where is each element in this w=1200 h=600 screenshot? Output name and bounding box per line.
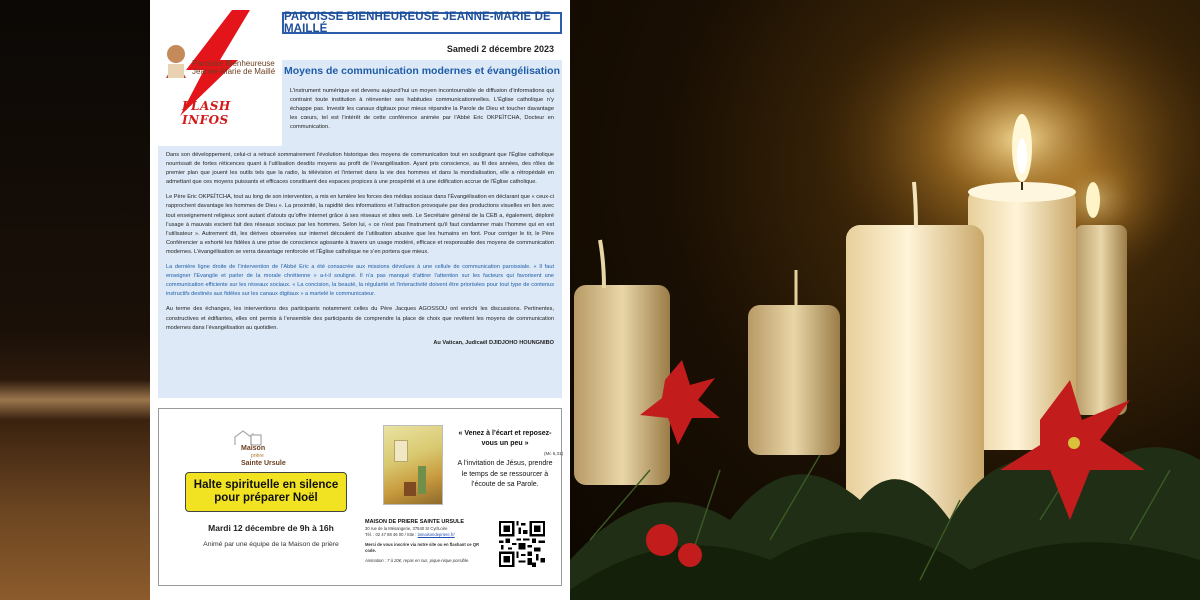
event-quote: « Venez à l’écart et reposez-vous un peu » bbox=[458, 430, 552, 447]
table-glow bbox=[0, 380, 150, 420]
article-intro: L’instrument numérique est devenu aujourd’hui un moyen incontournable de diffusion d’informations qui contraint toute institution à réinventer ses habitudes communicationnelles. L’Église catholique n’y échappe pas. Investir les canaux digitaux pour mieux répandre la Parole de Dieu et toucher davantage les cœurs, tel est l’intérêt de cette conférence animée par l’Abbé Eric OKPEÏTCHA, Docteur en communication. bbox=[282, 82, 562, 146]
article-paragraph: Au terme des échanges, les interventions des participants notamment celles du Père Jacques AGOSSOU ont enrichi les discussions. Pertinentes, constructives et édifiantes, elles ont permis à l’ensemble des participants de comprendre la place de choix que revêtent les moyens de communication modernes dans l’évangélisation au quotidien. bbox=[166, 306, 554, 331]
site-link[interactable]: lamaisondepriere.fr/ bbox=[417, 532, 455, 537]
qr-code-icon[interactable] bbox=[499, 521, 545, 567]
halte-banner: Halte spirituelle en silence pour préparer Noël bbox=[185, 472, 347, 512]
advent-candles-photo bbox=[570, 0, 1200, 600]
event-address: MAISON DE PRIERE SAINTE URSULE 30 rue de la Mésangerie, 37540 St Cyr/Loire Tél. : 02 47 88 46 00 / Site : lamaisondepriere.fr/ Merci de vous inscrire via notre site ou en flashant ce QR code. Animation : 7 à 20€, repas en sus, pique-nique possible. bbox=[365, 519, 480, 563]
article-signature: Au Vatican, Judicaël DJIDJOHO HOUNGNIBO bbox=[433, 339, 554, 346]
parish-banner: PAROISSE BIENHEUREUSE JEANNE-MARIE DE MAILLÉ bbox=[282, 12, 562, 34]
flash-infos-label: FLASH INFOS bbox=[182, 99, 231, 127]
article-paragraph: Dans son développement, celui-ci a retracé sommairement l’évolution historique des moyens de communication tout en soulignant que l’Église catholique nourrissait de fortes réticences quant à l’utilisation desdits moyens au profit de l’évangélisation. Ayant pris conscience, au fil des années, des rôles de premier plan que jouent les outils tels que la radio, la télévision et l’internet dans la vie des hommes et dans la mondialisation, elle a rétropédalé en admettant que ces moyens puissants et efficaces constituent des espaces propices à une prospérité et à une édification accrue de l’Église catholique. bbox=[166, 152, 554, 186]
article-body bbox=[158, 146, 562, 398]
logo-name: Paroisse Bienheureuse Jeanne-Marie de Maillé bbox=[192, 59, 276, 76]
event-date: Mardi 12 décembre de 9h à 16h bbox=[208, 523, 334, 533]
event-animated-by: Animé par une équipe de la Maison de prière bbox=[203, 541, 339, 548]
chapel-photo bbox=[383, 425, 443, 505]
article-paragraph: La dernière ligne droite de l’intervention de l’Abbé Eric a été consacrée aux missions dévolues à une cellule de communication paroissiale. « Il faut enseigner l’Evangile et parler de la morale chrétienne » a-t-il souligné. Il n’a pas manqué d’attirer l’attention sur les facteurs qui favorisent une communication efficiente sur les réseaux sociaux. « La concision, la beauté, la régularité et l’interactivité doivent être priorisées pour tout type de contenus instructifs destinés aux fidèles sur les canaux digitaux » a martelé le communicateur. bbox=[166, 264, 554, 298]
article-title: Moyens de communication modernes et évangélisation bbox=[282, 60, 562, 82]
parish-logo bbox=[158, 8, 276, 127]
quote-reference: (Mc 6,31) bbox=[543, 451, 563, 456]
maison-logo-text: Maison prière Sainte Ursule bbox=[241, 445, 286, 467]
left-photo-strip bbox=[0, 0, 150, 600]
event-invitation: A l’invitation de Jésus, prendre le temps de se ressourcer à l’écoute de sa Parole. bbox=[457, 460, 553, 488]
event-flyer bbox=[158, 408, 562, 586]
issue-date: Samedi 2 décembre 2023 bbox=[446, 44, 554, 54]
newsletter-page bbox=[150, 0, 570, 600]
article-paragraph: Le Père Eric OKPEÏTCHA, tout au long de son intervention, a mis en lumière les forces des médias sociaux dans l’Évangélisation en déclarant que « ceux-ci rapprochent davantage les hommes de Dieu ». La proximité, la rapidité des informations et l’attraction provoquée par des productions visuelles en lien avec tout enseignement religieux sont autant d’atouts qu’offre internet grâce à ses réseaux et sites web. Le Secrétaire général de la CEB a, également, déploré l’usage à mauvais escient fait des réseaux sociaux par les hommes. Selon lui, « ce n’est pas l’instrument qu’il faut condamner mais l’homme qui en est l’utilisateur ». Autrement dit, les dérives observées sur internet découlent de l’utilisation abusive que les humains en font. Pour corriger le tir, le Père Conférencier a exhorté les fidèles à une prise de conscience agissante à travers un usage modéré, efficace et responsable des moyens de communication modernes. L’évangélisation se verra davantage renforcée et l’Église catholique ne s’en portera que mieux. bbox=[166, 194, 554, 255]
candles-illustration bbox=[570, 0, 1200, 600]
